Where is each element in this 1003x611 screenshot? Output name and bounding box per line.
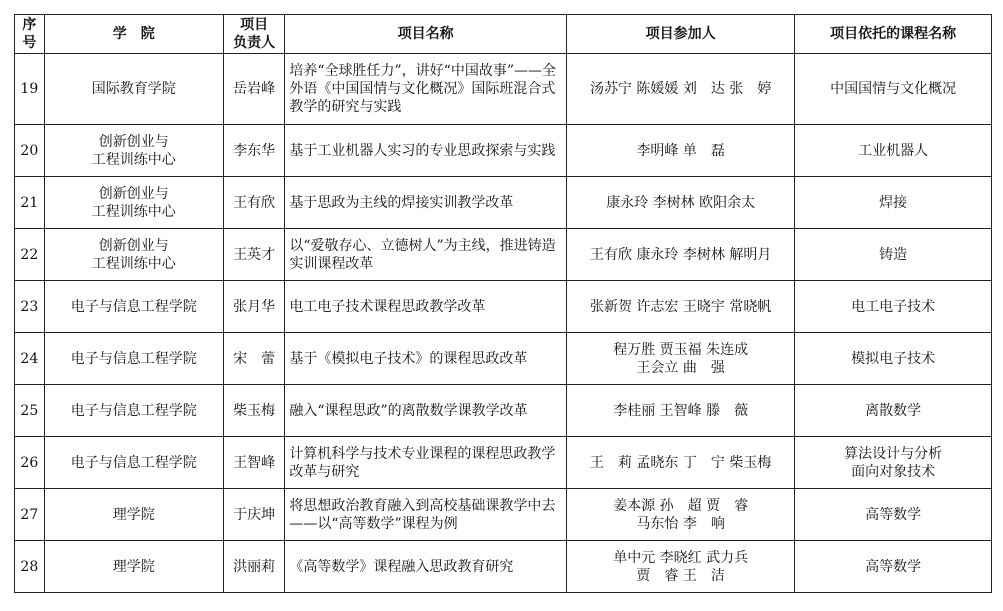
table-row	[15, 437, 992, 489]
project-name-cell: 电工电子技术课程思政教学改革	[285, 281, 567, 333]
project-name-cell: 培养“全球胜任力”，讲好“中国故事”——全外语《中国国情与文化概况》国际班混合式教学的研究与实践	[285, 54, 567, 125]
course-cell	[795, 177, 992, 229]
participants-line: 王有欣 康永玲 李树林 解明月	[589, 246, 772, 263]
project-table	[14, 14, 992, 593]
course-line: 模拟电子技术	[851, 350, 936, 367]
course-cell	[795, 281, 992, 333]
leader-cell: 张月华	[223, 281, 284, 333]
participants-line: 张新贺 许志宏 王晓宇 常晓帆	[589, 298, 772, 315]
project-name-cell: 计算机科学与技术专业课程的课程思政教学改革与研究	[285, 437, 567, 489]
table-row	[15, 125, 992, 177]
college-line: 电子与信息工程学院	[70, 298, 197, 315]
participants-line: 康永玲 李树林 欧阳余太	[606, 194, 756, 211]
leader-cell: 宋 蕾	[223, 333, 284, 385]
course-line: 离散数学	[865, 402, 922, 419]
course-line: 焊接	[879, 194, 908, 211]
project-name-cell: 以“爱敬存心、立德树人”为主线，推进铸造实训课程改革	[285, 229, 567, 281]
course-cell	[795, 333, 992, 385]
participants-cell	[566, 437, 794, 489]
course-cell	[795, 54, 992, 125]
course-line: 工业机器人	[858, 142, 929, 159]
participants-line: 马东怡 李 响	[636, 515, 725, 532]
college-cell	[44, 541, 223, 593]
row-index: 24	[15, 333, 45, 385]
college-line: 理学院	[112, 506, 155, 523]
course-line: 中国国情与文化概况	[830, 81, 957, 97]
college-line: 理学院	[112, 558, 155, 575]
project-name-cell: 基于《模拟电子技术》的课程思政改革	[285, 333, 567, 385]
table-body	[15, 54, 992, 593]
participants-line: 王会立 曲 强	[636, 359, 725, 376]
course-cell	[795, 125, 992, 177]
college-line: 创新创业与	[98, 237, 169, 254]
table-row	[15, 281, 992, 333]
college-cell	[44, 333, 223, 385]
course-line: 高等数学	[865, 506, 922, 523]
row-index: 28	[15, 541, 45, 593]
leader-cell: 李东华	[223, 125, 284, 177]
row-index: 27	[15, 489, 45, 541]
leader-cell: 王智峰	[223, 437, 284, 489]
college-line: 工程训练中心	[91, 255, 176, 272]
row-index: 22	[15, 229, 45, 281]
table-row	[15, 177, 992, 229]
participants-line: 李桂丽 王智峰 滕 薇	[613, 402, 749, 419]
course-line: 算法设计与分析	[844, 445, 943, 462]
header-leader: 项目 负责人	[223, 15, 284, 54]
header-row	[15, 15, 992, 54]
table-row	[15, 541, 992, 593]
college-cell	[44, 54, 223, 125]
course-line: 高等数学	[865, 558, 922, 575]
participants-cell	[566, 385, 794, 437]
project-name-cell: 将思想政治教育融入到高校基础课教学中去——以“高等数学”课程为例	[285, 489, 567, 541]
course-cell	[795, 541, 992, 593]
table-row	[15, 489, 992, 541]
college-cell	[44, 125, 223, 177]
participants-line: 王 莉 孟晓东 丁 宁 柴玉梅	[589, 454, 772, 471]
project-name-cell: 基于工业机器人实习的专业思政探索与实践	[285, 125, 567, 177]
college-cell	[44, 437, 223, 489]
course-line: 铸造	[879, 246, 908, 263]
course-cell	[795, 437, 992, 489]
leader-cell: 于庆坤	[223, 489, 284, 541]
participants-line: 汤苏宁 陈媛媛 刘 达 张 婷	[589, 81, 772, 97]
leader-cell: 柴玉梅	[223, 385, 284, 437]
college-line: 创新创业与	[98, 133, 169, 150]
header-college: 学 院	[44, 15, 223, 54]
college-line: 电子与信息工程学院	[70, 402, 197, 419]
row-index: 23	[15, 281, 45, 333]
college-line: 创新创业与	[98, 185, 169, 202]
participants-line: 李明峰 单 磊	[636, 142, 725, 159]
row-index: 20	[15, 125, 45, 177]
row-index: 21	[15, 177, 45, 229]
college-line: 工程训练中心	[91, 151, 176, 168]
participants-cell	[566, 54, 794, 125]
course-line: 电工电子技术	[851, 298, 936, 315]
header-course: 项目依托的课程名称	[795, 15, 992, 54]
participants-line: 单中元 李晓红 武力兵	[613, 549, 749, 566]
table-row	[15, 385, 992, 437]
project-name-cell: 《高等数学》课程融入思政教育研究	[285, 541, 567, 593]
participants-cell	[566, 333, 794, 385]
table-row	[15, 229, 992, 281]
header-index: 序 号	[15, 15, 45, 54]
participants-line: 贾 睿 王 洁	[636, 567, 725, 584]
participants-line: 姜本源 孙 超 贾 睿	[613, 497, 749, 514]
table-row	[15, 54, 992, 125]
table-row	[15, 333, 992, 385]
college-line: 工程训练中心	[91, 203, 176, 220]
college-cell	[44, 281, 223, 333]
college-cell	[44, 229, 223, 281]
leader-cell: 王有欣	[223, 177, 284, 229]
leader-cell: 洪丽莉	[223, 541, 284, 593]
participants-cell	[566, 125, 794, 177]
course-cell	[795, 385, 992, 437]
course-line: 面向对象技术	[851, 463, 936, 480]
participants-line: 程万胜 贾玉福 朱连成	[613, 341, 749, 358]
row-index: 25	[15, 385, 45, 437]
project-name-cell: 基于思政为主线的焊接实训教学改革	[285, 177, 567, 229]
header-project-name: 项目名称	[285, 15, 567, 54]
project-name-cell: 融入“课程思政”的离散数学课教学改革	[285, 385, 567, 437]
participants-cell	[566, 177, 794, 229]
participants-cell	[566, 281, 794, 333]
participants-cell	[566, 541, 794, 593]
college-cell	[44, 177, 223, 229]
college-line: 电子与信息工程学院	[70, 454, 197, 471]
row-index: 19	[15, 54, 45, 125]
college-cell	[44, 489, 223, 541]
leader-cell: 王英才	[223, 229, 284, 281]
participants-cell	[566, 489, 794, 541]
participants-cell	[566, 229, 794, 281]
college-line: 电子与信息工程学院	[70, 350, 197, 367]
college-cell	[44, 385, 223, 437]
row-index: 26	[15, 437, 45, 489]
college-line: 国际教育学院	[91, 81, 176, 97]
header-participants: 项目参加人	[566, 15, 794, 54]
leader-cell: 岳岩峰	[223, 54, 284, 125]
course-cell	[795, 489, 992, 541]
course-cell	[795, 229, 992, 281]
